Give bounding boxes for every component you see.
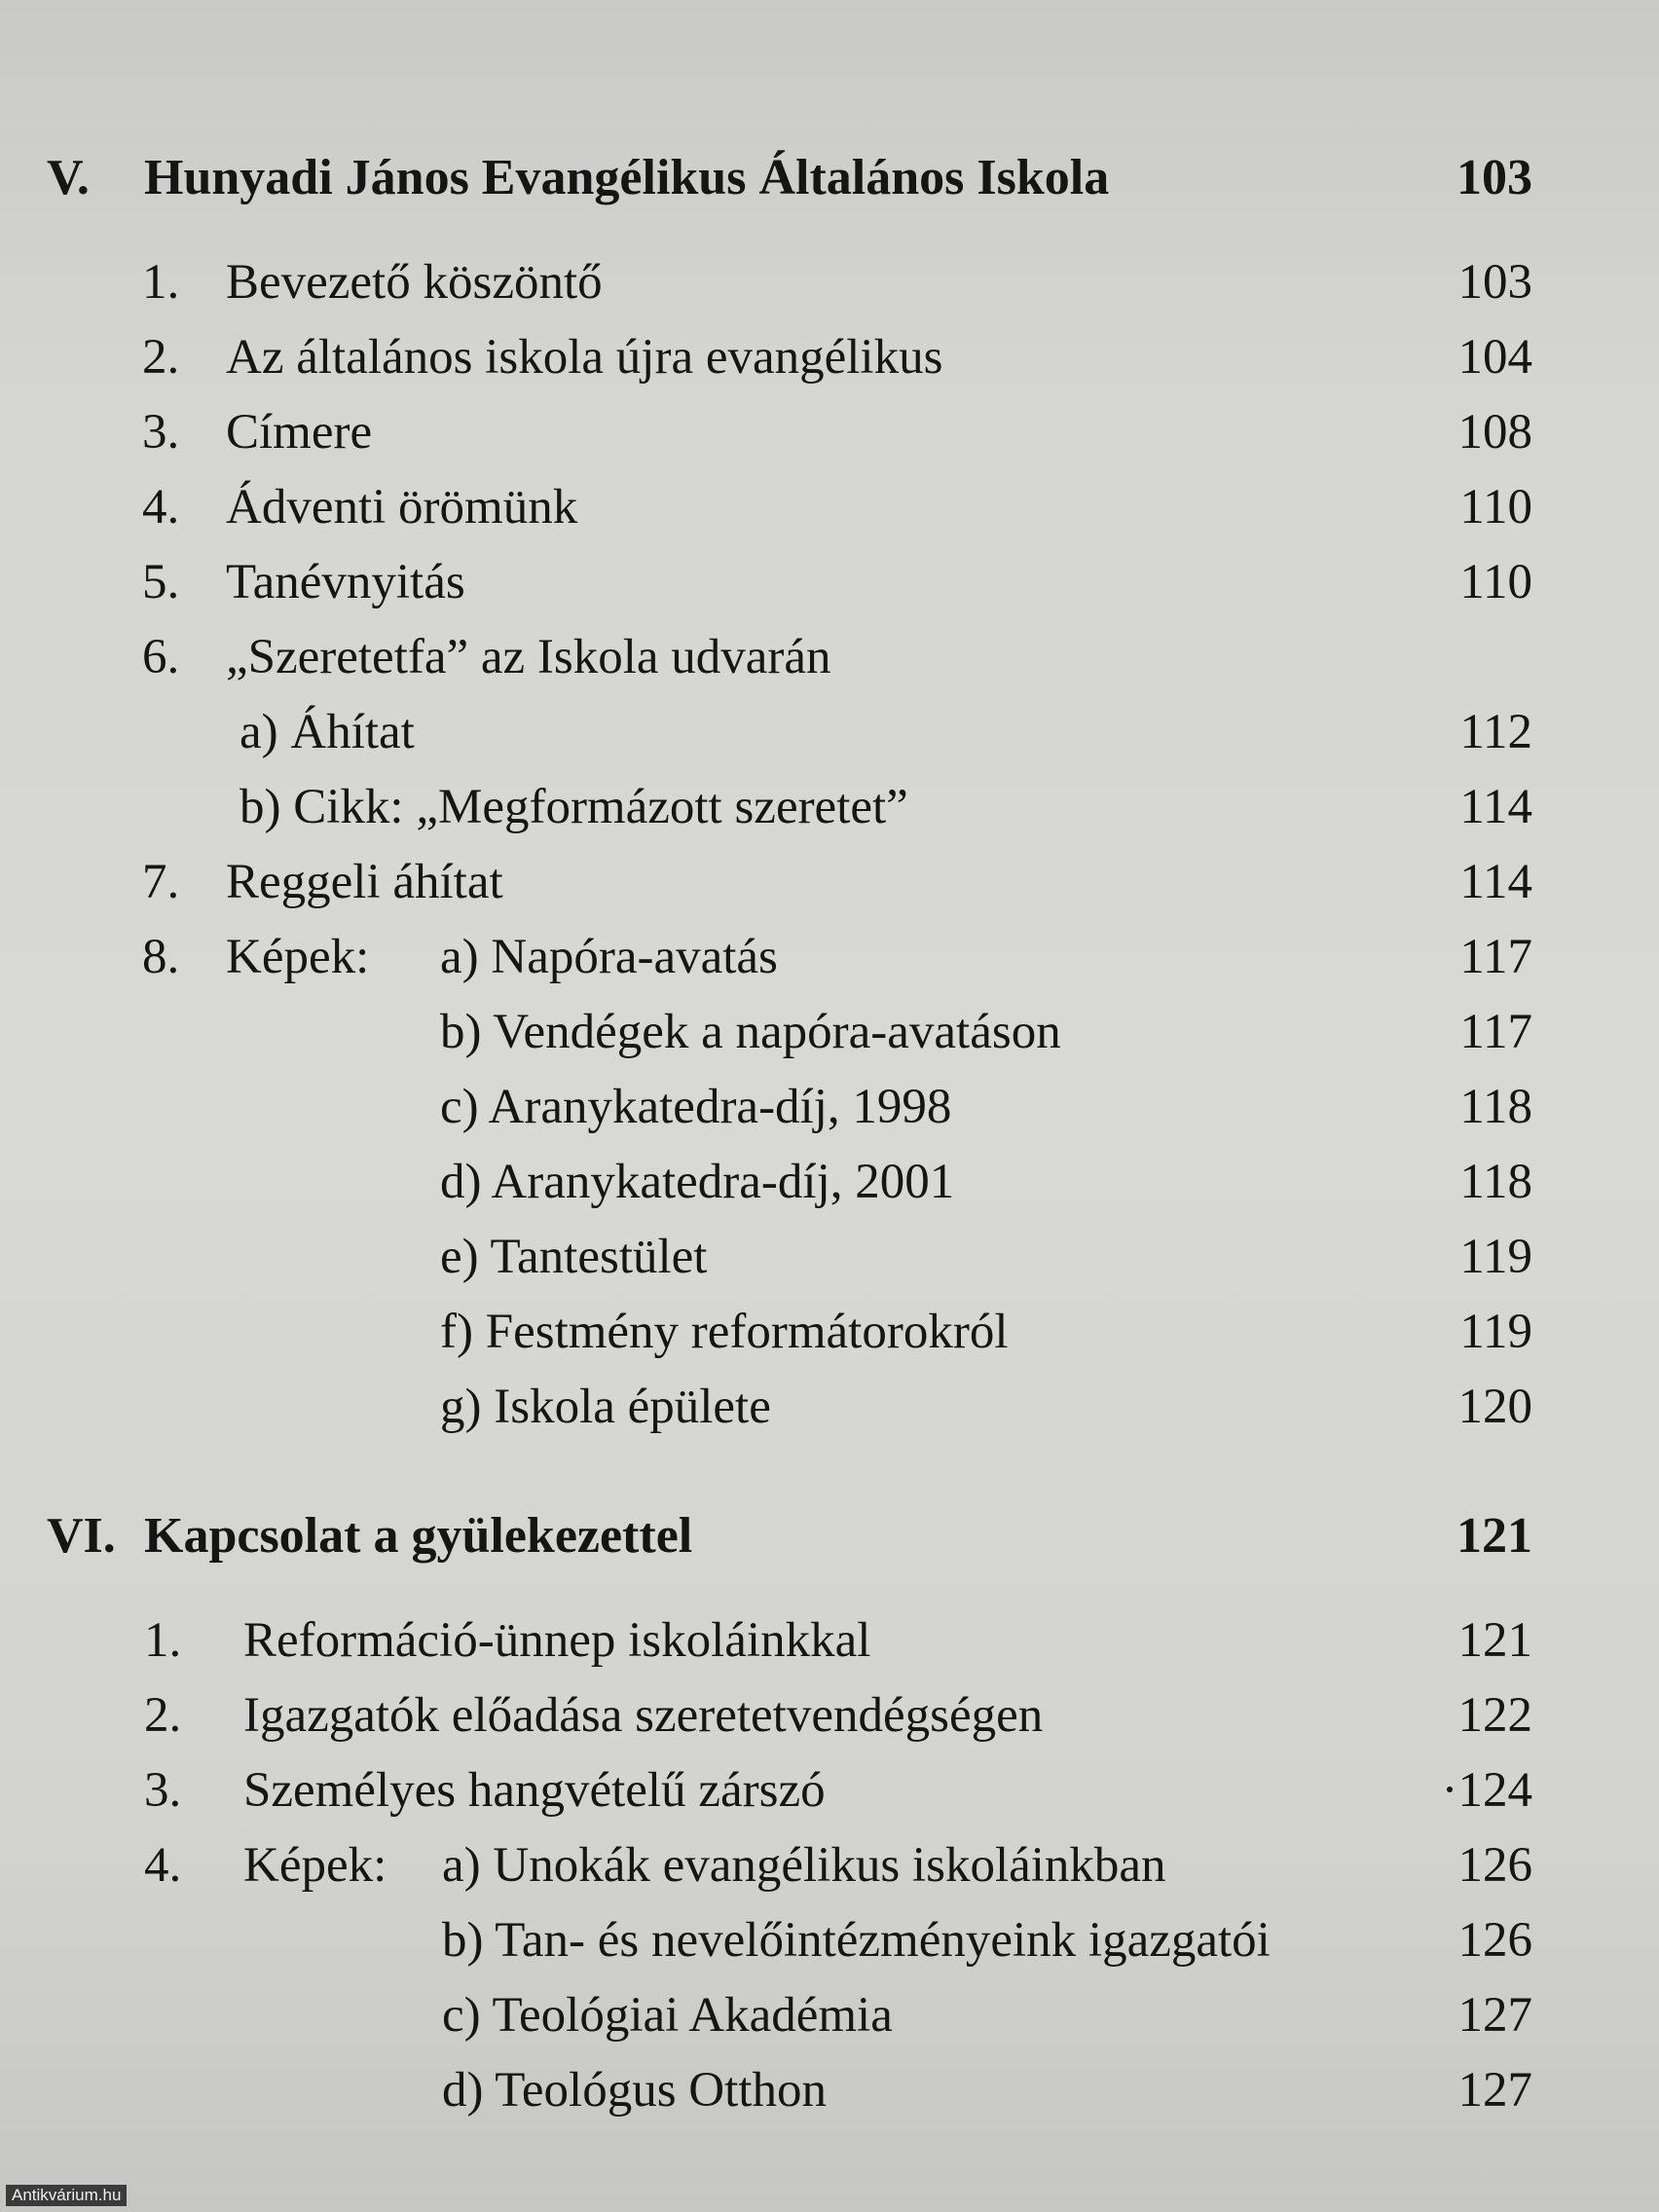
entry-title: b) Tan- és nevelőintézményeink igazgatói [442, 1913, 1271, 1968]
entry-title: „Szeretetfa” az Iskola udvarán [226, 630, 831, 684]
entry-page-number: 119 [1459, 1230, 1532, 1284]
toc-entry [0, 1606, 1659, 1675]
entry-page-number: 108 [1457, 405, 1532, 460]
toc-entry [0, 323, 1659, 391]
entry-prefix: Képek: [226, 930, 370, 984]
entry-prefix: Képek: [243, 1838, 387, 1893]
entry-page-number: 118 [1459, 1080, 1532, 1134]
entry-title: d) Aranykatedra-díj, 2001 [440, 1155, 955, 1209]
toc-entry [0, 1681, 1659, 1750]
toc-subentry [0, 1981, 1659, 2049]
entry-title: a) Napóra-avatás [440, 930, 778, 984]
entry-number: 6. [142, 630, 180, 684]
section-heading [0, 1502, 1659, 1570]
entry-page-number: 114 [1459, 780, 1532, 834]
toc-subentry [0, 1906, 1659, 1974]
toc-entry [0, 248, 1659, 316]
toc-entry [0, 923, 1659, 991]
entry-title: a) Unokák evangélikus iskoláinkban [442, 1838, 1166, 1893]
toc-subentry [0, 773, 1659, 841]
section-numeral: VI. [47, 1508, 116, 1564]
entry-number: 2. [142, 330, 180, 385]
toc-subentry [0, 2056, 1659, 2124]
entry-title: Tanévnyitás [226, 555, 465, 609]
entry-title: Személyes hangvételű zárszó [243, 1763, 826, 1818]
entry-title: Igazgatók előadása szeretetvendégségen [243, 1688, 1044, 1743]
entry-title: c) Teológiai Akadémia [442, 1988, 893, 2043]
section-page-number: 103 [1456, 150, 1532, 205]
toc-entry [0, 398, 1659, 466]
entry-page-number: 103 [1457, 255, 1532, 310]
entry-page-number: 117 [1459, 1005, 1532, 1059]
toc-entry [0, 473, 1659, 541]
entry-page-number: 127 [1457, 2063, 1532, 2118]
entry-title: Címere [226, 405, 373, 460]
toc-subentry [0, 1373, 1659, 1441]
entry-number: 5. [142, 555, 180, 609]
toc-entry [0, 548, 1659, 616]
entry-number: 8. [142, 930, 180, 984]
section-title: Hunyadi János Evangélikus Általános Iskola [144, 150, 1110, 205]
entry-page-number: 110 [1459, 480, 1532, 535]
entry-number: 3. [142, 405, 180, 460]
toc-entry [0, 1756, 1659, 1825]
entry-page-number: 122 [1457, 1688, 1532, 1743]
entry-page-number: 117 [1459, 930, 1532, 984]
section-numeral: V. [47, 150, 90, 205]
entry-number: 4. [144, 1838, 182, 1893]
entry-page-number: 126 [1457, 1838, 1532, 1893]
entry-title: g) Iskola épülete [440, 1380, 771, 1434]
toc-subentry [0, 1148, 1659, 1216]
toc-entry [0, 623, 1659, 691]
entry-page-number: 118 [1459, 1155, 1532, 1209]
entry-page-number: 119 [1459, 1305, 1532, 1359]
section-title: Kapcsolat a gyülekezettel [144, 1508, 693, 1564]
section-heading [0, 144, 1659, 212]
entry-page-number: 110 [1459, 555, 1532, 609]
entry-title: b) Cikk: „Megformázott szeretet” [240, 780, 908, 834]
watermark-label: Antikvárium.hu [6, 2185, 127, 2206]
entry-number: 1. [142, 255, 180, 310]
entry-page-number: 104 [1457, 330, 1532, 385]
entry-number: 4. [142, 480, 180, 535]
entry-title: a) Áhítat [240, 705, 415, 759]
entry-title: b) Vendégek a napóra-avatáson [440, 1005, 1061, 1059]
entry-title: Az általános iskola újra evangélikus [226, 330, 943, 385]
entry-page-number: ·124 [1441, 1763, 1532, 1818]
entry-number: 1. [144, 1613, 182, 1668]
entry-title: d) Teológus Otthon [442, 2063, 827, 2118]
entry-title: c) Aranykatedra-díj, 1998 [440, 1080, 952, 1134]
section-page-number: 121 [1456, 1508, 1532, 1564]
entry-title: f) Festmény reformátorokról [440, 1305, 1009, 1359]
toc-subentry [0, 1073, 1659, 1141]
entry-number: 7. [142, 855, 180, 909]
entry-page-number: 120 [1457, 1380, 1532, 1434]
entry-title: Bevezető köszöntő [226, 255, 603, 310]
toc-entry [0, 848, 1659, 916]
toc-subentry [0, 998, 1659, 1066]
entry-title: Reformáció-ünnep iskoláinkkal [243, 1613, 871, 1668]
entry-number: 2. [144, 1688, 182, 1743]
toc-entry [0, 1831, 1659, 1899]
toc-subentry [0, 1223, 1659, 1291]
entry-title: Ádventi örömünk [226, 480, 578, 535]
entry-page-number: 112 [1459, 705, 1532, 759]
toc-subentry [0, 698, 1659, 766]
entry-title: Reggeli áhítat [226, 855, 503, 909]
entry-number: 3. [144, 1763, 182, 1818]
entry-page-number: 127 [1457, 1988, 1532, 2043]
entry-page-number: 114 [1459, 855, 1532, 909]
entry-page-number: 121 [1457, 1613, 1532, 1668]
entry-title: e) Tantestület [440, 1230, 708, 1284]
entry-page-number: 126 [1457, 1913, 1532, 1968]
toc-subentry [0, 1298, 1659, 1366]
